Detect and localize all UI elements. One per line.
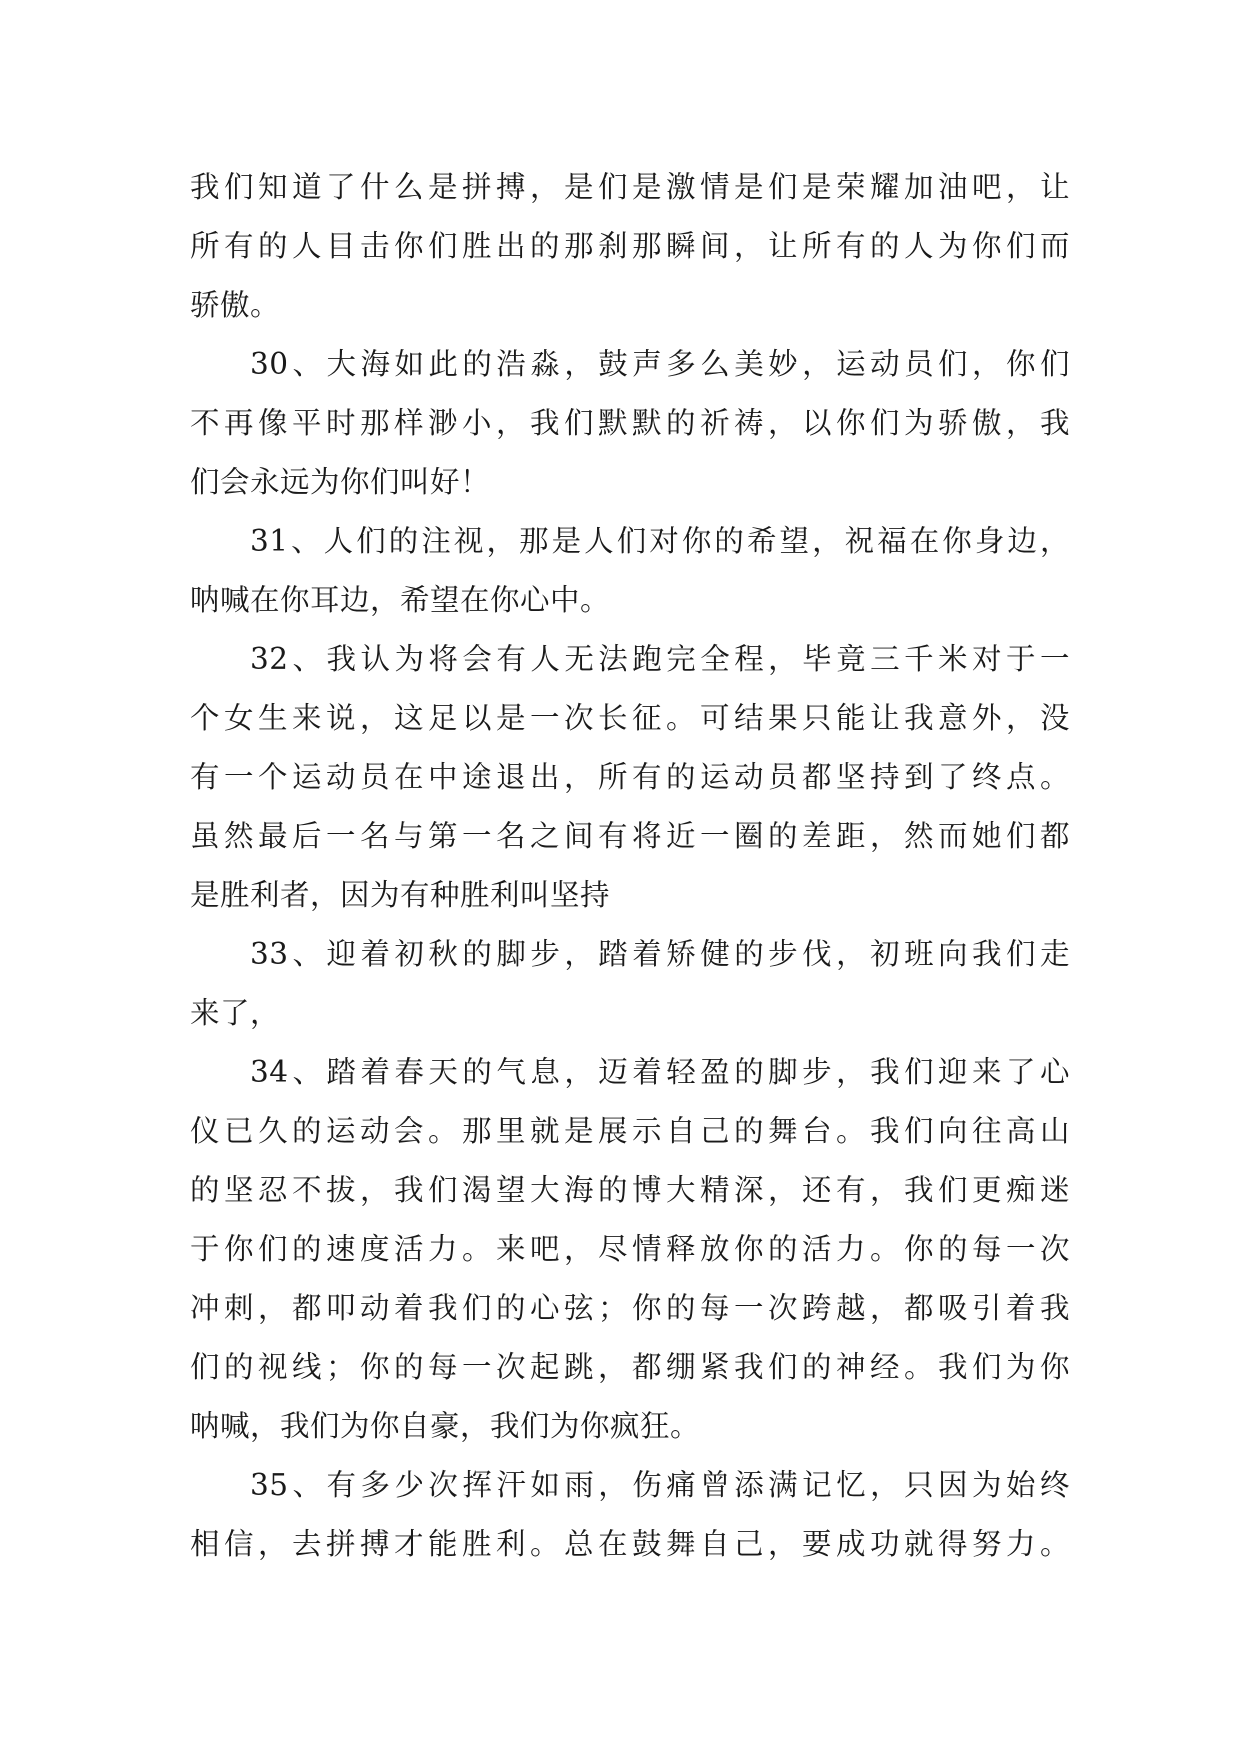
paragraph [190, 1456, 1070, 1574]
text-line: 30、大海如此的浩淼，鼓声多么美妙，运动员们，你们 [250, 347, 1070, 381]
text-line: 的坚忍不拔，我们渴望大海的博大精深，还有，我们更痴迷 [190, 1173, 1070, 1207]
text-line: 我们知道了什么是拼搏，是们是激情是们是荣耀加油吧，让 [190, 170, 1070, 204]
text-line: 来了， [190, 996, 281, 1030]
paragraph [190, 335, 1070, 512]
paragraph [190, 158, 1070, 335]
text-line: 33、迎着初秋的脚步，踏着矫健的步伐，初班向我们走 [250, 937, 1070, 971]
text-line: 34、踏着春天的气息，迈着轻盈的脚步，我们迎来了心 [250, 1055, 1070, 1089]
text-line: 是胜利者，因为有种胜利叫坚持 [190, 878, 611, 912]
text-line: 35、有多少次挥汗如雨，伤痛曾添满记忆，只因为始终 [250, 1468, 1070, 1502]
paragraph [190, 512, 1070, 630]
text-line: 呐喊在你耳边，希望在你心中。 [190, 583, 611, 617]
paragraph [190, 925, 1070, 1043]
paragraph [190, 1043, 1070, 1456]
text-line: 所有的人目击你们胜出的那刹那瞬间，让所有的人为你们而 [190, 229, 1070, 263]
text-line: 31、人们的注视，那是人们对你的希望，祝福在你身边， [250, 524, 1070, 558]
text-line: 有一个运动员在中途退出，所有的运动员都坚持到了终点。 [190, 760, 1070, 794]
text-line: 冲刺，都叩动着我们的心弦；你的每一次跨越，都吸引着我 [190, 1291, 1070, 1325]
paragraph [190, 630, 1070, 925]
text-line: 相信，去拼搏才能胜利。总在鼓舞自己，要成功就得努力。 [190, 1527, 1070, 1561]
text-line: 骄傲。 [190, 288, 281, 322]
text-line: 仪已久的运动会。那里就是展示自己的舞台。我们向往高山 [190, 1114, 1070, 1148]
text-line: 不再像平时那样渺小，我们默默的祈祷，以你们为骄傲，我 [190, 406, 1070, 440]
text-line: 们会永远为你们叫好！ [190, 465, 491, 499]
text-line: 个女生来说，这足以是一次长征。可结果只能让我意外，没 [190, 701, 1070, 735]
text-line: 们的视线；你的每一次起跳，都绷紧我们的神经。我们为你 [190, 1350, 1070, 1384]
text-line: 呐喊，我们为你自豪，我们为你疯狂。 [190, 1409, 701, 1443]
document-body [190, 158, 1070, 1574]
text-line: 虽然最后一名与第一名之间有将近一圈的差距，然而她们都 [190, 819, 1070, 853]
text-line: 于你们的速度活力。来吧，尽情释放你的活力。你的每一次 [190, 1232, 1070, 1266]
text-line: 32、我认为将会有人无法跑完全程，毕竟三千米对于一 [250, 642, 1070, 676]
